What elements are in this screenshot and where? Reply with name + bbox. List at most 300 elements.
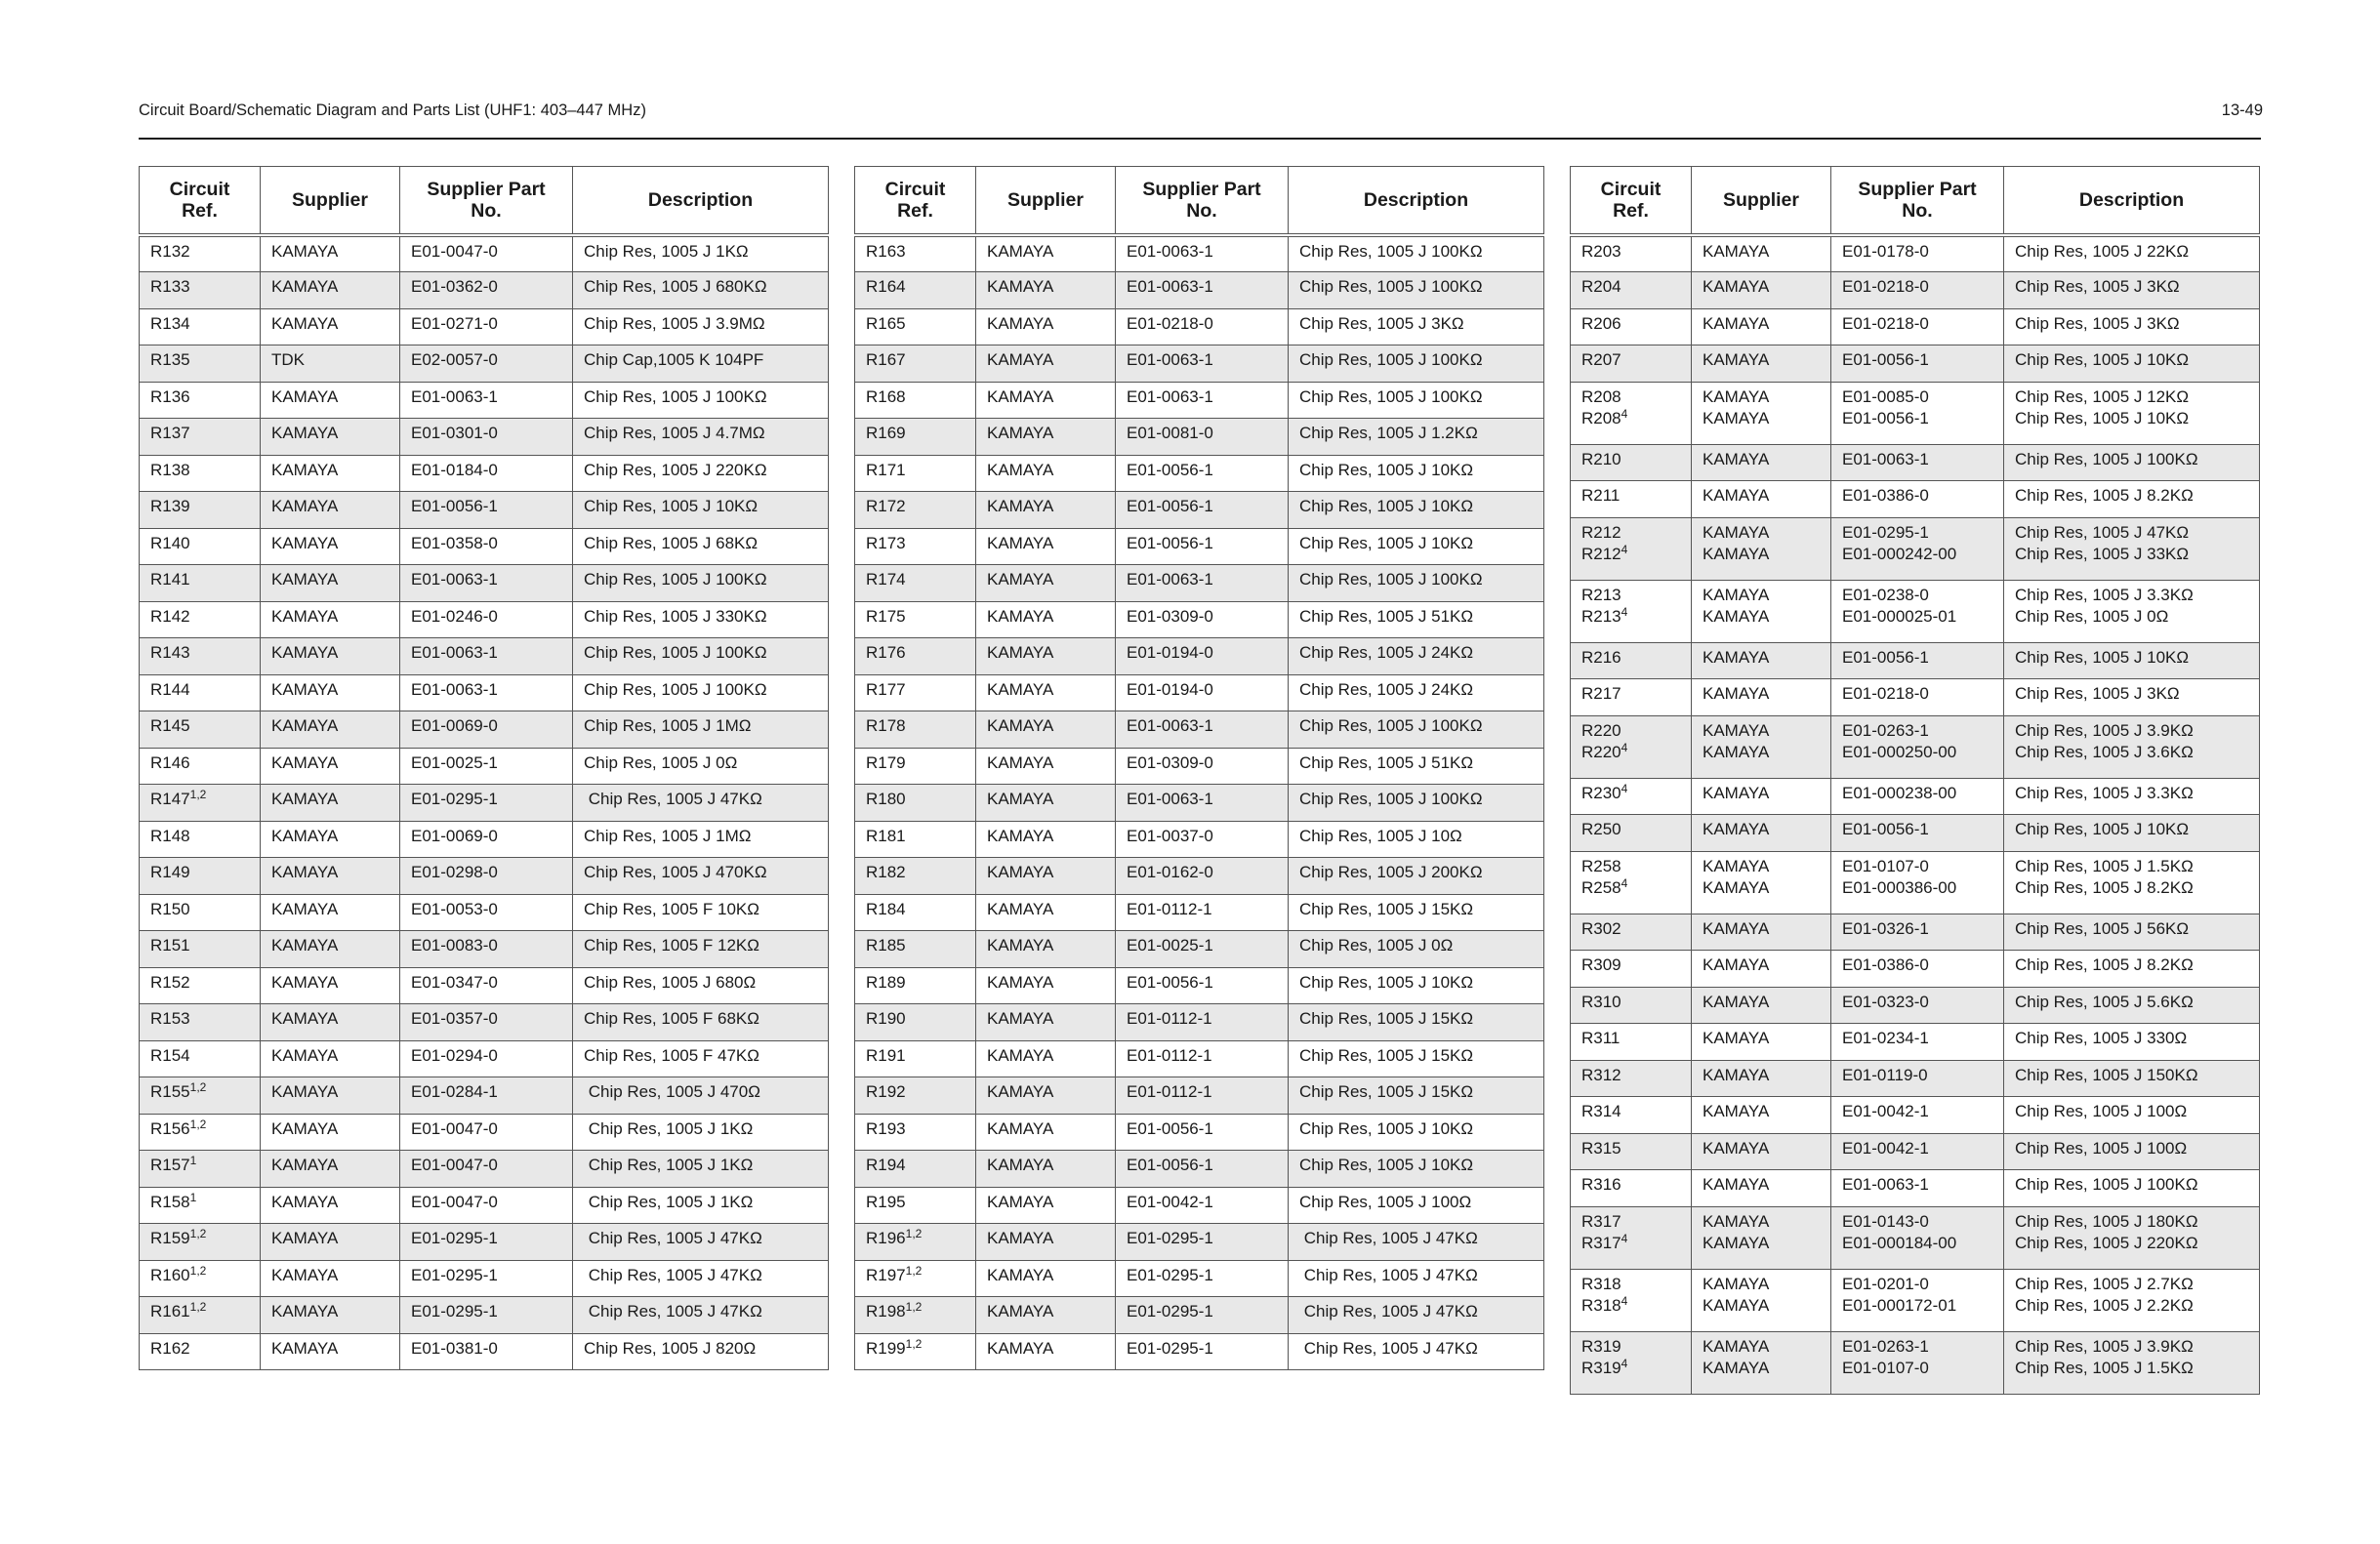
description-cell <box>573 601 829 638</box>
description-text: Chip Res, 1005 J 8.2KΩ <box>2015 955 2194 974</box>
description-text: Chip Res, 1005 J 220KΩ <box>584 460 767 479</box>
supplier-part-no-text: E01-0056-1 <box>1127 460 1213 479</box>
supplier-part-no-text: E01-0047-0 <box>411 242 498 261</box>
table-row <box>140 1187 829 1224</box>
circuit-ref-text <box>866 752 965 774</box>
circuit-ref-cell <box>855 967 976 1004</box>
supplier-text: KAMAYA <box>271 752 339 772</box>
supplier-cell <box>1692 382 1831 444</box>
supplier-text: KAMAYA <box>987 386 1054 406</box>
description-text: Chip Res, 1005 J 3.3KΩ <box>2015 585 2194 604</box>
supplier-cell <box>1692 272 1831 309</box>
circuit-ref-cell <box>855 419 976 456</box>
supplier-part-no-cell <box>400 492 573 529</box>
circuit-ref-label: R319 <box>1581 1358 1621 1377</box>
supplier-text: KAMAYA <box>1703 918 1770 938</box>
circuit-ref-text <box>150 423 250 444</box>
circuit-ref-text <box>866 423 965 444</box>
supplier-cell <box>261 272 400 309</box>
supplier-part-no-text: E01-0295-1 <box>411 1302 498 1321</box>
supplier-part-no-text: E01-0323-0 <box>1842 992 1929 1011</box>
circuit-ref-cell <box>855 272 976 309</box>
description-text: Chip Res, 1005 J 5.6KΩ <box>2015 992 2194 1011</box>
circuit-ref-label: R189 <box>866 972 906 992</box>
supplier-cell <box>261 748 400 785</box>
circuit-ref-label: R176 <box>866 643 906 662</box>
circuit-ref-text <box>1581 485 1681 507</box>
description-text: Chip Res, 1005 F 68KΩ <box>584 1009 759 1028</box>
circuit-ref-label: R212 <box>1581 522 1621 542</box>
supplier-part-no-text: E01-0056-1 <box>1842 408 1929 427</box>
table-row <box>1571 382 2260 444</box>
supplier-part-no-cell <box>400 1260 573 1297</box>
circuit-ref-text <box>150 1008 250 1030</box>
supplier-cell <box>976 785 1116 822</box>
description-text: Chip Res, 1005 J 100KΩ <box>1299 350 1483 369</box>
circuit-ref-label: R137 <box>150 424 190 442</box>
circuit-ref-text <box>150 862 250 883</box>
description-cell <box>573 967 829 1004</box>
supplier-part-no-text: E01-0056-1 <box>411 497 498 515</box>
circuit-ref-cell <box>140 674 261 711</box>
description-cell <box>573 308 829 345</box>
circuit-ref-text <box>150 276 250 298</box>
circuit-ref-cell <box>1571 642 1692 679</box>
description-text: Chip Res, 1005 J 100KΩ <box>1299 790 1483 808</box>
circuit-ref-cell <box>140 601 261 638</box>
supplier-text: KAMAYA <box>1703 856 1770 875</box>
supplier-cell <box>261 1297 400 1334</box>
supplier-cell <box>261 601 400 638</box>
table-row <box>140 345 829 383</box>
circuit-ref-cell <box>855 1077 976 1115</box>
description-cell <box>1289 1260 1544 1297</box>
circuit-ref-text <box>1581 386 1681 408</box>
description-text: Chip Res, 1005 J 33KΩ <box>2015 544 2190 563</box>
description-text: Chip Res, 1005 J 47KΩ <box>584 1265 762 1284</box>
table-row <box>1571 987 2260 1024</box>
supplier-part-no-cell <box>1116 638 1289 675</box>
description-text: Chip Res, 1005 J 680Ω <box>584 972 757 992</box>
supplier-part-no-cell <box>1831 1133 2004 1170</box>
table-row <box>140 674 829 711</box>
supplier-cell <box>1692 1024 1831 1061</box>
supplier-part-no-cell <box>400 345 573 383</box>
supplier-cell <box>261 711 400 749</box>
table-row <box>140 748 829 785</box>
circuit-ref-label: R165 <box>866 313 906 333</box>
supplier-part-no-text: E01-0112-1 <box>1127 1009 1212 1028</box>
supplier-part-no-cell <box>1116 711 1289 749</box>
circuit-ref-header: Circuit Ref. <box>1571 167 1692 236</box>
supplier-part-no-text: E01-0218-0 <box>1842 313 1929 333</box>
description-text: Chip Res, 1005 J 330Ω <box>2015 1029 2188 1047</box>
circuit-ref-cell <box>140 272 261 309</box>
circuit-ref-text <box>150 241 250 263</box>
circuit-ref-label: R258 <box>1581 856 1621 875</box>
circuit-ref-text <box>866 1081 965 1103</box>
supplier-text: KAMAYA <box>987 936 1054 955</box>
description-cell <box>573 1297 829 1334</box>
circuit-ref-cell <box>1571 382 1692 444</box>
description-cell <box>1289 382 1544 419</box>
description-cell <box>1289 455 1544 492</box>
supplier-text: KAMAYA <box>987 899 1054 918</box>
footnote-superscript: 4 <box>1621 542 1628 556</box>
circuit-ref-text <box>866 679 965 701</box>
supplier-text: KAMAYA <box>1703 1295 1770 1315</box>
description-cell <box>1289 931 1544 968</box>
circuit-ref-cell <box>140 419 261 456</box>
circuit-ref-text <box>150 386 250 408</box>
supplier-part-no-cell <box>1116 1187 1289 1224</box>
circuit-ref-cell <box>855 345 976 383</box>
supplier-cell <box>261 967 400 1004</box>
circuit-ref-text <box>150 679 250 701</box>
parts-table-3 <box>1570 166 2260 1395</box>
supplier-text: KAMAYA <box>1703 877 1770 897</box>
supplier-part-no-text: E01-0083-0 <box>411 936 498 955</box>
description-cell <box>1289 1040 1544 1077</box>
supplier-cell <box>1692 987 1831 1024</box>
supplier-part-no-text: E01-000025-01 <box>1842 606 1957 626</box>
circuit-ref-text <box>1581 544 1681 565</box>
footnote-superscript: 4 <box>1621 1356 1628 1370</box>
supplier-part-no-text: E01-0063-1 <box>411 570 498 589</box>
table-row <box>140 308 829 345</box>
description-cell <box>573 455 829 492</box>
supplier-part-no-cell <box>1831 1060 2004 1097</box>
supplier-part-no-text: E01-0362-0 <box>411 277 498 296</box>
supplier-part-no-text: E01-000238-00 <box>1842 783 1957 802</box>
supplier-part-no-text: E01-0063-1 <box>1127 790 1213 808</box>
description-cell <box>573 674 829 711</box>
supplier-text: KAMAYA <box>1703 1233 1770 1252</box>
supplier-part-no-cell <box>400 235 573 272</box>
supplier-part-no-cell <box>1831 1269 2004 1331</box>
supplier-text: KAMAYA <box>1703 242 1770 261</box>
supplier-part-no-text: E02-0057-0 <box>411 350 498 369</box>
circuit-ref-text <box>866 1338 965 1360</box>
supplier-part-no-text: E01-0056-1 <box>1127 1118 1213 1138</box>
description-text: Chip Res, 1005 J 15KΩ <box>1299 1009 1474 1028</box>
circuit-ref-cell <box>1571 1331 1692 1394</box>
table-row <box>855 1077 1544 1115</box>
supplier-part-no-text: E01-0295-1 <box>1127 1265 1213 1284</box>
supplier-text: KAMAYA <box>271 1045 339 1065</box>
circuit-ref-text <box>866 386 965 408</box>
description-text: Chip Res, 1005 J 680KΩ <box>584 277 767 296</box>
description-text: Chip Res, 1005 J 3KΩ <box>2015 313 2180 333</box>
circuit-ref-cell <box>1571 715 1692 778</box>
description-cell <box>573 382 829 419</box>
circuit-ref-label: R316 <box>1581 1175 1621 1194</box>
footnote-superscript: 4 <box>1621 1293 1628 1308</box>
supplier-cell <box>1692 951 1831 988</box>
footnote-superscript: 1 <box>189 1154 197 1167</box>
header-rule <box>139 138 2261 140</box>
table-row <box>855 601 1544 638</box>
description-cell <box>573 1224 829 1261</box>
supplier-cell <box>976 308 1116 345</box>
supplier-cell <box>976 345 1116 383</box>
description-text: Chip Res, 1005 J 1.5KΩ <box>2015 1358 2194 1377</box>
supplier-part-no-text: E01-0056-1 <box>1127 497 1213 515</box>
circuit-ref-label: R153 <box>150 1009 190 1028</box>
table-row <box>140 1114 829 1151</box>
supplier-cell <box>1692 1097 1831 1134</box>
circuit-ref-text <box>150 569 250 590</box>
description-cell <box>2004 914 2260 951</box>
table-row <box>1571 1206 2260 1269</box>
supplier-cell <box>261 528 400 565</box>
circuit-ref-text <box>150 460 250 481</box>
table-row <box>855 748 1544 785</box>
supplier-cell <box>261 1077 400 1115</box>
circuit-ref-text <box>1581 783 1681 804</box>
description-cell <box>573 1151 829 1188</box>
supplier-part-no-cell <box>1116 1333 1289 1370</box>
supplier-text: KAMAYA <box>271 277 339 296</box>
table-row <box>855 931 1544 968</box>
supplier-text: KAMAYA <box>1703 350 1770 369</box>
supplier-part-no-cell <box>400 674 573 711</box>
description-text: Chip Res, 1005 J 100KΩ <box>584 679 767 699</box>
table-row <box>855 1004 1544 1041</box>
circuit-ref-text <box>866 241 965 263</box>
description-text: Chip Res, 1005 J 10KΩ <box>1299 972 1474 992</box>
circuit-ref-label: R159 <box>150 1229 190 1247</box>
supplier-text: KAMAYA <box>1703 486 1770 505</box>
circuit-ref-text <box>866 1265 965 1286</box>
description-cell <box>573 821 829 858</box>
supplier-part-no-text: E01-0284-1 <box>411 1082 498 1101</box>
circuit-ref-label: R169 <box>866 424 906 442</box>
circuit-ref-label: R179 <box>866 752 906 772</box>
circuit-ref-label: R317 <box>1581 1233 1621 1252</box>
circuit-ref-text <box>1581 313 1681 335</box>
circuit-ref-cell <box>1571 1060 1692 1097</box>
description-text: Chip Res, 1005 J 47KΩ <box>2015 522 2190 542</box>
circuit-ref-text <box>1581 918 1681 940</box>
supplier-part-no-cell <box>400 1187 573 1224</box>
description-cell <box>573 345 829 383</box>
supplier-part-no-cell <box>400 565 573 602</box>
table-row <box>1571 235 2260 272</box>
supplier-cell <box>976 1260 1116 1297</box>
circuit-ref-cell <box>855 601 976 638</box>
description-text: Chip Res, 1005 J 4.7MΩ <box>584 424 765 442</box>
description-cell <box>573 1187 829 1224</box>
supplier-cell <box>1692 778 1831 815</box>
circuit-ref-cell <box>140 748 261 785</box>
table-row <box>140 1333 829 1370</box>
circuit-ref-text <box>150 789 250 810</box>
supplier-part-no-text: E01-0063-1 <box>411 643 498 662</box>
supplier-cell <box>1692 679 1831 716</box>
circuit-ref-text <box>866 1228 965 1249</box>
circuit-ref-cell <box>140 711 261 749</box>
circuit-ref-cell <box>1571 481 1692 518</box>
supplier-text: KAMAYA <box>1703 1029 1770 1047</box>
supplier-cell <box>976 565 1116 602</box>
circuit-ref-cell <box>855 1333 976 1370</box>
circuit-ref-cell <box>855 1297 976 1334</box>
circuit-ref-label: R155 <box>150 1082 190 1101</box>
supplier-text: KAMAYA <box>271 972 339 992</box>
table-row <box>1571 481 2260 518</box>
description-cell <box>1289 601 1544 638</box>
supplier-cell <box>976 1004 1116 1041</box>
table-row <box>855 1333 1544 1370</box>
supplier-text: KAMAYA <box>987 643 1054 662</box>
supplier-text: KAMAYA <box>987 752 1054 772</box>
supplier-cell <box>976 528 1116 565</box>
supplier-text: KAMAYA <box>1703 313 1770 333</box>
footnote-superscript: 1,2 <box>905 1300 923 1314</box>
table-row <box>1571 308 2260 345</box>
circuit-ref-label: R152 <box>150 972 190 992</box>
supplier-part-no-cell <box>1831 987 2004 1024</box>
supplier-cell <box>1692 308 1831 345</box>
circuit-ref-label: R144 <box>150 679 190 699</box>
description-text: Chip Res, 1005 J 3KΩ <box>2015 684 2180 703</box>
supplier-cell <box>976 1297 1116 1334</box>
supplier-part-no-text: E01-0112-1 <box>1127 1082 1212 1101</box>
supplier-text: KAMAYA <box>1703 1211 1770 1231</box>
footnote-superscript: 1,2 <box>905 1263 923 1278</box>
supplier-text: KAMAYA <box>1703 1274 1770 1293</box>
circuit-ref-label: R302 <box>1581 918 1621 938</box>
description-text: Chip Res, 1005 J 47KΩ <box>584 1229 762 1247</box>
circuit-ref-label: R160 <box>150 1265 190 1284</box>
table-row <box>855 894 1544 931</box>
description-text: Chip Res, 1005 J 100KΩ <box>1299 570 1483 589</box>
supplier-part-no-text: E01-0042-1 <box>1127 1192 1213 1211</box>
supplier-text: KAMAYA <box>271 863 339 881</box>
supplier-text: KAMAYA <box>1703 277 1770 296</box>
circuit-ref-label: R135 <box>150 350 190 369</box>
circuit-ref-cell <box>140 821 261 858</box>
description-text: Chip Res, 1005 J 10KΩ <box>584 497 759 515</box>
table-row <box>140 638 829 675</box>
supplier-part-no-cell <box>1116 674 1289 711</box>
table-row <box>140 711 829 749</box>
table-row <box>855 565 1544 602</box>
supplier-text: KAMAYA <box>271 790 339 808</box>
circuit-ref-text <box>150 935 250 956</box>
supplier-text: KAMAYA <box>1703 955 1770 974</box>
description-cell <box>573 235 829 272</box>
circuit-ref-label: R310 <box>1581 992 1621 1011</box>
footnote-superscript: 4 <box>1621 781 1628 795</box>
description-text: Chip Res, 1005 J 100KΩ <box>1299 386 1483 406</box>
description-text: Chip Res, 1005 J 47KΩ <box>1299 1338 1478 1358</box>
description-text: Chip Res, 1005 J 0Ω <box>584 752 738 772</box>
circuit-ref-label: R220 <box>1581 720 1621 740</box>
circuit-ref-text <box>150 1045 250 1067</box>
supplier-cell <box>261 345 400 383</box>
table-row <box>855 1297 1544 1334</box>
description-cell <box>1289 785 1544 822</box>
supplier-text: KAMAYA <box>1703 606 1770 626</box>
supplier-part-no-cell <box>400 455 573 492</box>
supplier-text: KAMAYA <box>1703 408 1770 427</box>
description-text: Chip Res, 1005 J 470Ω <box>584 1082 760 1101</box>
circuit-ref-label: R178 <box>866 716 906 735</box>
supplier-text: KAMAYA <box>271 899 339 918</box>
supplier-part-no-cell <box>400 1004 573 1041</box>
footnote-superscript: 1,2 <box>189 1300 207 1314</box>
supplier-part-no-cell <box>1831 235 2004 272</box>
description-cell <box>1289 674 1544 711</box>
circuit-ref-cell <box>855 235 976 272</box>
description-text: Chip Res, 1005 J 1MΩ <box>584 826 752 845</box>
supplier-part-no-cell <box>1116 894 1289 931</box>
supplier-part-no-text: E01-0085-0 <box>1842 386 1929 406</box>
circuit-ref-label: R195 <box>866 1192 906 1211</box>
supplier-part-no-text: E01-0056-1 <box>1127 972 1213 992</box>
description-cell <box>2004 1206 2260 1269</box>
table-row <box>855 1224 1544 1261</box>
supplier-text: KAMAYA <box>1703 1358 1770 1377</box>
circuit-ref-cell <box>140 785 261 822</box>
supplier-cell <box>976 931 1116 968</box>
description-cell <box>2004 642 2260 679</box>
description-cell <box>2004 235 2260 272</box>
circuit-ref-text <box>1581 585 1681 606</box>
table-row <box>1571 642 2260 679</box>
circuit-ref-label: R203 <box>1581 242 1621 261</box>
circuit-ref-text <box>1581 349 1681 371</box>
supplier-cell <box>261 1040 400 1077</box>
supplier-cell <box>976 638 1116 675</box>
table-row <box>1571 345 2260 383</box>
circuit-ref-text <box>150 899 250 920</box>
supplier-part-no-cell <box>1116 308 1289 345</box>
description-text: Chip Res, 1005 J 3.3KΩ <box>2015 783 2194 802</box>
supplier-part-no-cell <box>400 528 573 565</box>
footnote-superscript: 1,2 <box>905 1227 923 1240</box>
circuit-ref-cell <box>855 748 976 785</box>
supplier-text: KAMAYA <box>1703 742 1770 761</box>
description-cell <box>573 711 829 749</box>
supplier-text: KAMAYA <box>271 1082 339 1101</box>
supplier-cell <box>261 931 400 968</box>
circuit-ref-cell <box>855 528 976 565</box>
circuit-ref-label: R157 <box>150 1156 190 1174</box>
description-text: Chip Res, 1005 J 1.2KΩ <box>1299 424 1478 442</box>
description-cell <box>573 1077 829 1115</box>
description-text: Chip Res, 1005 J 24KΩ <box>1299 643 1474 662</box>
table-row <box>855 967 1544 1004</box>
supplier-cell <box>976 1077 1116 1115</box>
description-text: Chip Res, 1005 J 10Ω <box>1299 826 1462 845</box>
circuit-ref-label: R177 <box>866 679 906 699</box>
description-cell <box>573 565 829 602</box>
circuit-ref-text <box>866 715 965 737</box>
description-cell <box>1289 1114 1544 1151</box>
supplier-cell <box>1692 1269 1831 1331</box>
circuit-ref-text <box>866 642 965 664</box>
supplier-part-no-text: E01-0119-0 <box>1842 1065 1928 1084</box>
supplier-text: KAMAYA <box>1703 522 1770 542</box>
circuit-ref-label: R199 <box>866 1338 906 1358</box>
description-cell <box>1289 711 1544 749</box>
circuit-ref-label: R158 <box>150 1192 190 1211</box>
supplier-part-no-cell <box>1116 382 1289 419</box>
supplier-part-no-cell <box>1116 565 1289 602</box>
